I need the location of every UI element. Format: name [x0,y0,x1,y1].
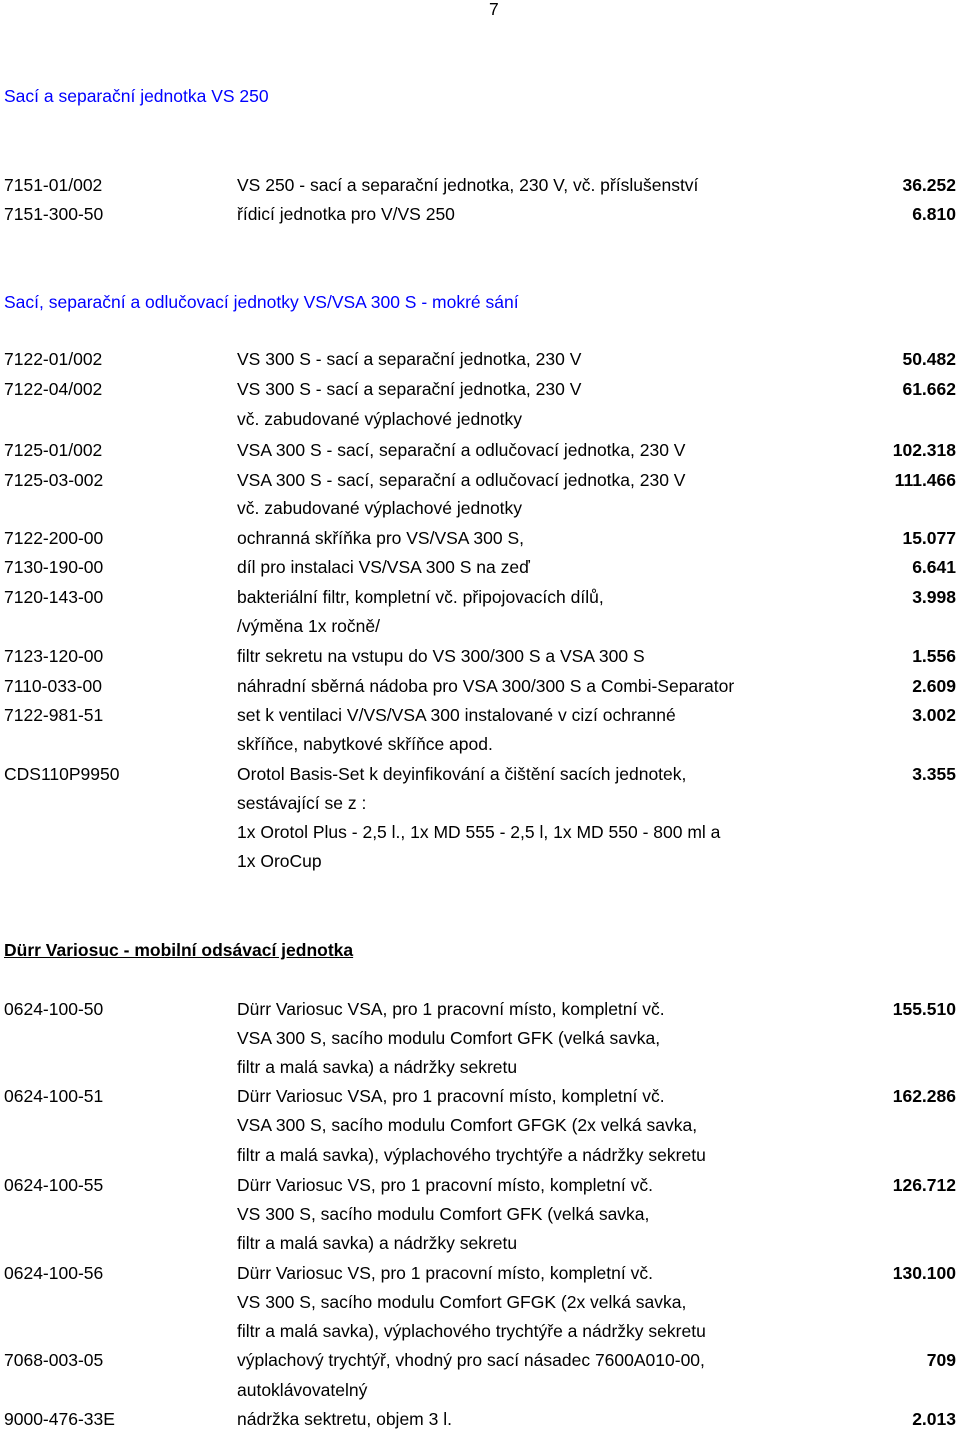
item-price: 126.712 [892,1175,956,1195]
item-description: VSA 300 S - sací, separační a odlučovací jednotka, 230 V [237,440,686,460]
item-description: VS 300 S - sací a separační jednotka, 230 V [237,379,582,399]
item-price: 130.100 [892,1263,956,1283]
table-row [0,822,960,844]
section-title: Sací a separační jednotka VS 250 [4,86,269,106]
item-description: VSA 300 S, sacího modulu Comfort GFGK (2x velká savka, [237,1115,698,1135]
item-price: 3.002 [912,705,956,725]
table-row [0,1057,960,1079]
item-price: 102.318 [892,440,956,460]
item-description: filtr a malá savka), výplachového trychtýře a nádržky sekretu [237,1321,706,1341]
item-description: filtr a malá savka) a nádržky sekretu [237,1233,518,1253]
table-row [0,676,960,698]
item-code: 7123-120-00 [4,646,104,666]
item-description: VS 300 S, sacího modulu Comfort GFK (velká savka, [237,1204,650,1224]
item-description: set k ventilaci V/VS/VSA 300 instalované v cizí ochranné [237,705,676,725]
item-description: VS 300 S, sacího modulu Comfort GFGK (2x velká savka, [237,1292,687,1312]
item-description: Dürr Variosuc VSA, pro 1 pracovní místo, kompletní vč. [237,1086,665,1106]
item-code: 7125-03-002 [4,470,104,490]
table-row [0,1175,960,1197]
table-row [0,528,960,550]
item-description: Dürr Variosuc VS, pro 1 pracovní místo, kompletní vč. [237,1175,653,1195]
table-row [0,734,960,756]
table-row [0,175,960,197]
item-description: díl pro instalaci VS/VSA 300 S na zeď [237,557,530,577]
item-description: nádržka sektretu, objem 3 l. [237,1409,452,1429]
item-description: náhradní sběrná nádoba pro VSA 300/300 S a Combi-Separator [237,676,735,696]
section-title: Dürr Variosuc - mobilní odsávací jednotka [4,940,354,960]
item-description: filtr a malá savka), výplachového trychtýře a nádržky sekretu [237,1145,706,1165]
item-price: 15.077 [902,528,956,548]
item-description: VS 250 - sací a separační jednotka, 230 V, vč. příslušenství [237,175,699,195]
item-description: bakteriální filtr, kompletní vč. připojovacích dílů, [237,587,604,607]
table-row [0,1204,960,1226]
table-row [0,1292,960,1314]
table-row [0,379,960,401]
item-code: 7122-04/002 [4,379,103,399]
table-row [0,616,960,638]
table-row [0,557,960,579]
table-row [0,646,960,668]
page-number: 7 [489,0,499,19]
table-row [0,1409,960,1431]
item-description: VSA 300 S - sací, separační a odlučovací jednotka, 230 V [237,470,686,490]
item-price: 155.510 [892,999,956,1019]
item-description: /výměna 1x ročně/ [237,616,380,636]
item-code: 7122-981-51 [4,705,104,725]
table-row [0,1028,960,1050]
item-price: 2.609 [912,676,956,696]
item-description: řídicí jednotka pro V/VS 250 [237,204,455,224]
item-description: Orotol Basis-Set k deyinfikování a čištění sacích jednotek, [237,764,687,784]
item-price: 61.662 [902,379,956,399]
item-description: VS 300 S - sací a separační jednotka, 230 V [237,349,582,369]
item-price: 3.355 [912,764,956,784]
table-row [0,1145,960,1167]
item-code: 0624-100-51 [4,1086,104,1106]
table-row [0,793,960,815]
item-code: 0624-100-56 [4,1263,104,1283]
table-row [0,1233,960,1255]
item-description: výplachový trychtýř, vhodný pro sací násadec 7600A010-00, [237,1350,705,1370]
item-code: 0624-100-55 [4,1175,104,1195]
item-description: filtr a malá savka) a nádržky sekretu [237,1057,518,1077]
item-description: skříňce, nabytkové skříňce apod. [237,734,493,754]
item-description: Dürr Variosuc VSA, pro 1 pracovní místo, kompletní vč. [237,999,665,1019]
item-description: vč. zabudované výplachové jednotky [237,409,523,429]
item-price: 1.556 [912,646,956,666]
table-row [0,1350,960,1372]
item-code: 7151-01/002 [4,175,103,195]
table-row [0,349,960,371]
item-description: filtr sekretu na vstupu do VS 300/300 S a VSA 300 S [237,646,645,666]
item-description: 1x OroCup [237,851,322,871]
table-row [0,440,960,462]
item-description: Dürr Variosuc VS, pro 1 pracovní místo, kompletní vč. [237,1263,653,1283]
item-price: 36.252 [902,175,956,195]
item-code: 7122-01/002 [4,349,103,369]
table-row [0,851,960,873]
item-price: 709 [926,1350,956,1370]
item-description: sestávající se z : [237,793,367,813]
table-row [0,1263,960,1285]
item-price: 50.482 [902,349,956,369]
table-row [0,498,960,520]
item-code: 0624-100-50 [4,999,104,1019]
table-row [0,1321,960,1343]
item-description: ochranná skříňka pro VS/VSA 300 S, [237,528,524,548]
section-title: Sací, separační a odlučovací jednotky VS/VSA 300 S - mokré sání [4,292,519,312]
item-code: 7125-01/002 [4,440,103,460]
table-row [0,204,960,226]
item-code: CDS110P9950 [4,764,120,784]
table-row [0,409,960,431]
table-row [0,470,960,492]
table-row [0,587,960,609]
item-code: 7110-033-00 [4,676,102,696]
item-code: 7068-003-05 [4,1350,104,1370]
item-description: 1x Orotol Plus - 2,5 l., 1x MD 555 - 2,5 l, 1x MD 550 - 800 ml a [237,822,721,842]
item-code: 7122-200-00 [4,528,104,548]
table-row [0,1086,960,1108]
item-code: 7151-300-50 [4,204,104,224]
item-price: 111.466 [894,470,956,490]
item-price: 6.810 [912,204,956,224]
item-code: 7130-190-00 [4,557,104,577]
item-description: autoklávovatelný [237,1380,368,1400]
item-price: 3.998 [912,587,956,607]
table-row [0,764,960,786]
item-price: 162.286 [892,1086,956,1106]
table-row [0,705,960,727]
item-price: 6.641 [912,557,956,577]
table-row [0,1380,960,1402]
table-row [0,1115,960,1137]
item-code: 9000-476-33E [4,1409,115,1429]
item-code: 7120-143-00 [4,587,104,607]
item-description: vč. zabudované výplachové jednotky [237,498,523,518]
item-price: 2.013 [912,1409,956,1429]
item-description: VSA 300 S, sacího modulu Comfort GFK (velká savka, [237,1028,661,1048]
table-row [0,999,960,1021]
